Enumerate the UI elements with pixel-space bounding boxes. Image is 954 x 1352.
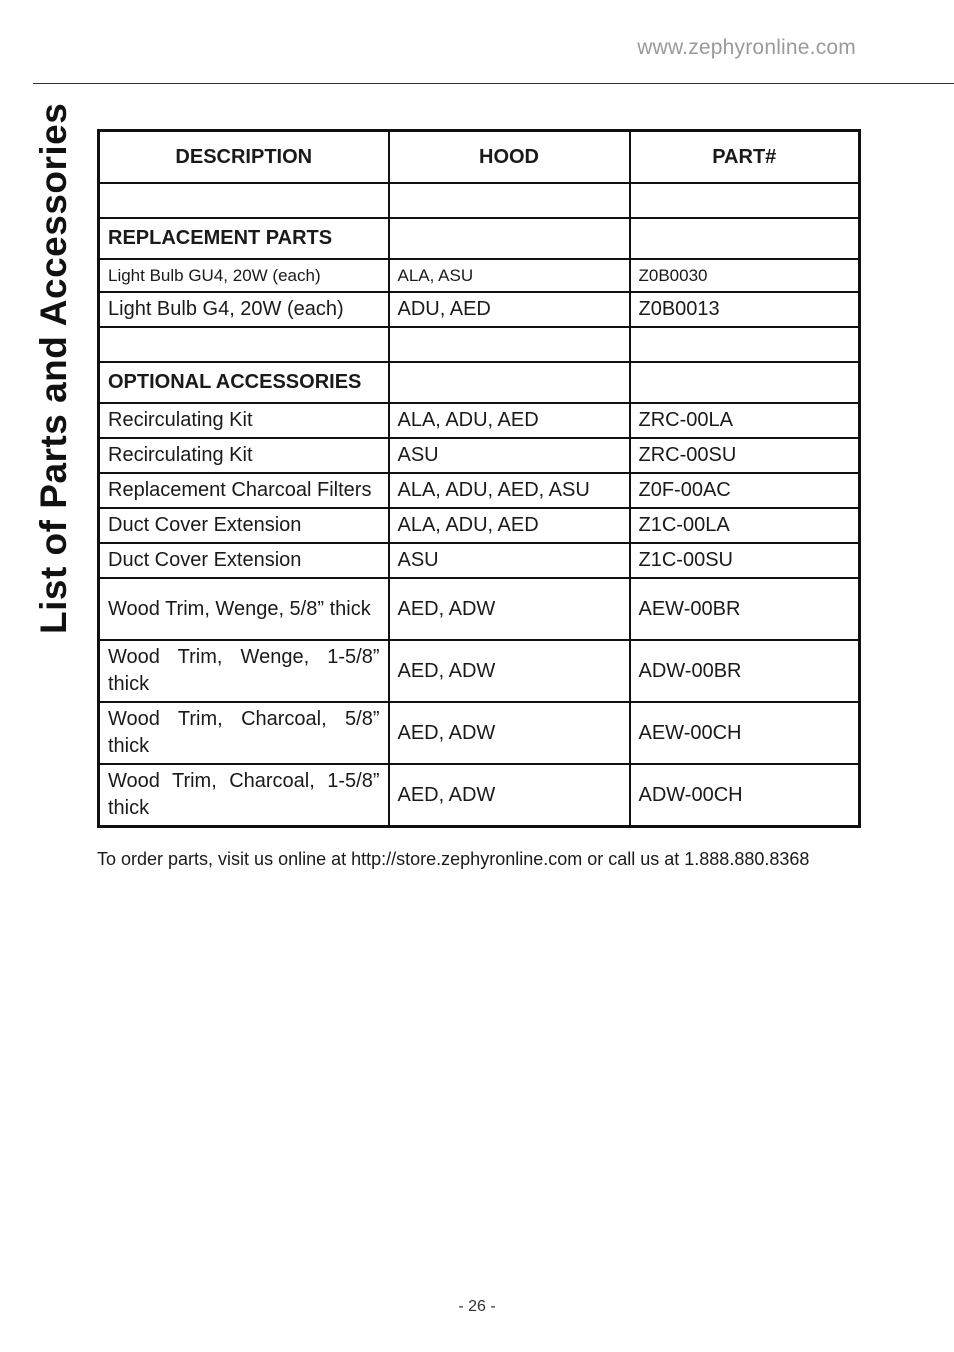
table-row [99,292,860,327]
table-row [99,508,860,543]
cell-hood: AED, ADW [389,640,630,702]
table-row [99,403,860,438]
table-row [99,473,860,508]
cell-part: Z0B0013 [630,292,860,327]
cell-description: Wood Trim, Charcoal, 1-5/8” thick [99,764,389,827]
table-row-empty [99,327,860,362]
section-label: OPTIONAL ACCESSORIES [99,362,389,403]
cell-part: AEW-00CH [630,702,860,764]
cell-hood: ALA, ADU, AED [389,403,630,438]
table-row [99,543,860,578]
page-number: - 26 - [458,1298,496,1315]
cell-description: Wood Trim, Wenge, 1-5/8” thick [99,640,389,702]
cell-hood: ASU [389,438,630,473]
cell-hood: ASU [389,543,630,578]
cell-description: Replacement Charcoal Filters [99,473,389,508]
cell-description: Recirculating Kit [99,438,389,473]
section-row-optional-accessories [99,362,860,403]
section-label: REPLACEMENT PARTS [99,218,389,259]
cell-hood: AED, ADW [389,578,630,640]
cell-part: ADW-00BR [630,640,860,702]
header-divider [33,83,954,84]
cell-hood: AED, ADW [389,702,630,764]
cell-description: Duct Cover Extension [99,543,389,578]
cell-description: Light Bulb G4, 20W (each) [99,292,389,327]
cell-description: Light Bulb GU4, 20W (each) [99,259,389,292]
table-row [99,702,860,764]
parts-table [97,129,861,828]
cell-description: Duct Cover Extension [99,508,389,543]
order-info-note: To order parts, visit us online at http://store.zephyronline.com or call us at 1.888.880.8368 [97,849,810,869]
table-row-empty [99,183,860,218]
table-row [99,438,860,473]
cell-part: Z1C-00SU [630,543,860,578]
cell-part: Z0F-00AC [630,473,860,508]
page-title: List of Parts and Accessories [33,102,74,634]
table-row [99,259,860,292]
cell-description: Wood Trim, Wenge, 5/8” thick [99,578,389,640]
table-row [99,764,860,827]
column-header-hood: HOOD [389,131,630,184]
cell-hood: ALA, ADU, AED, ASU [389,473,630,508]
cell-part: ZRC-00LA [630,403,860,438]
column-header-description: DESCRIPTION [99,131,389,184]
cell-hood: ADU, AED [389,292,630,327]
cell-description: Recirculating Kit [99,403,389,438]
table-header-row [99,131,860,184]
cell-part: ZRC-00SU [630,438,860,473]
cell-hood: AED, ADW [389,764,630,827]
cell-hood: ALA, ADU, AED [389,508,630,543]
table-row [99,578,860,640]
column-header-part: PART# [630,131,860,184]
site-url: www.zephyronline.com [637,36,856,59]
cell-part: Z0B0030 [630,259,860,292]
cell-description: Wood Trim, Charcoal, 5/8” thick [99,702,389,764]
cell-part: ADW-00CH [630,764,860,827]
table-row [99,640,860,702]
cell-part: Z1C-00LA [630,508,860,543]
section-row-replacement-parts [99,218,860,259]
cell-hood: ALA, ASU [389,259,630,292]
cell-part: AEW-00BR [630,578,860,640]
